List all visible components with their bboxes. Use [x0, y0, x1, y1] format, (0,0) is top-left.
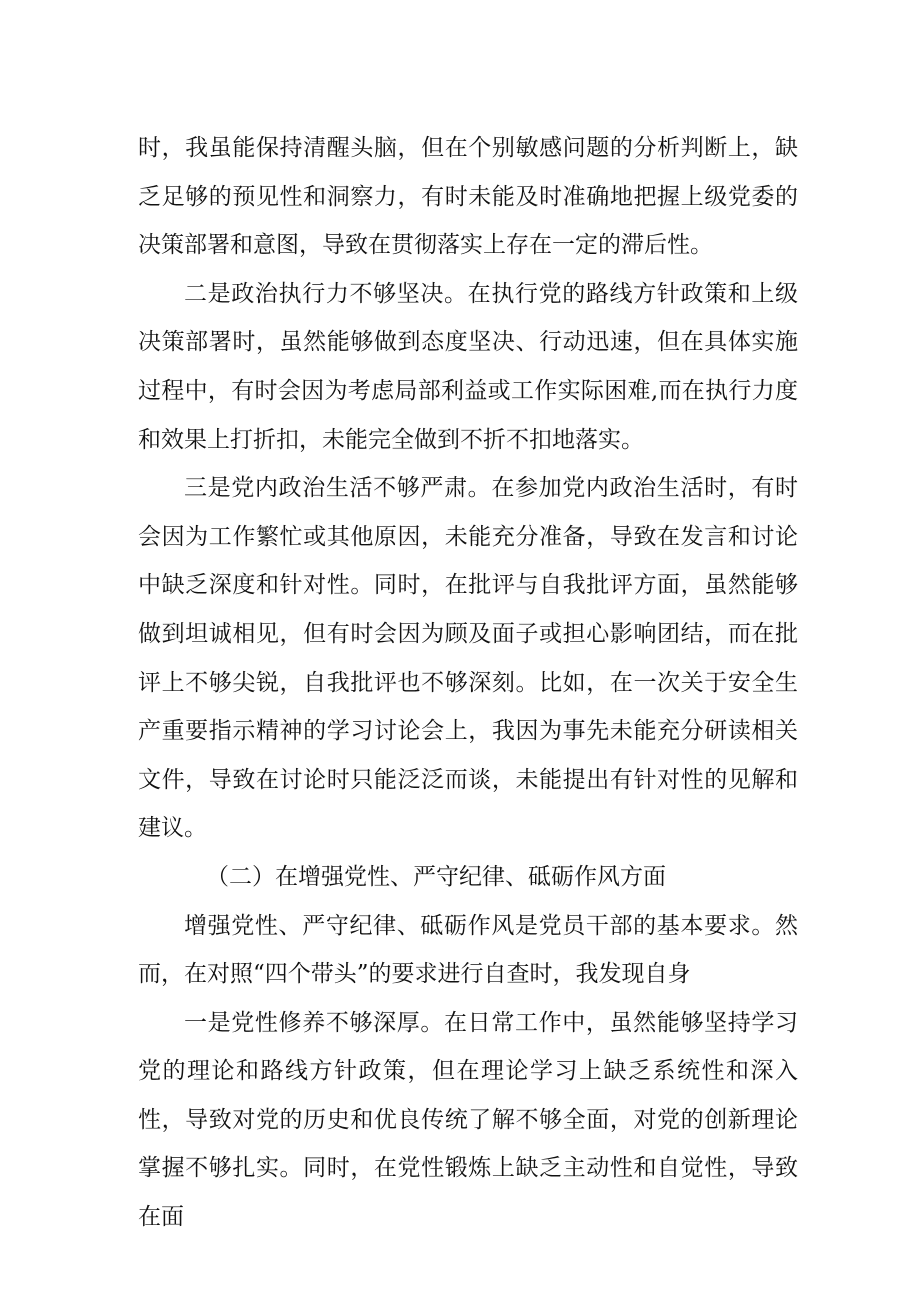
section-heading: （二）在增强党性、严守纪律、砥砺作风方面 — [206, 863, 666, 890]
document-body — [138, 124, 798, 1242]
paragraph-party-cultivation: 一是党性修养不够深厚。在日常工作中，虽然能够坚持学习党的理论和路线方针政策，但在理论学习上缺乏系统性和深入性，导致对党的历史和优良传统了解不够全面，对党的创新理论掌握不够扎实。同时，在党性锻炼上缺乏主动性和自觉性，导致在面 — [138, 1009, 798, 1231]
paragraph-continuation: 时，我虽能保持清醒头脑，但在个别敏感问题的分析判断上，缺乏足够的预见性和洞察力，有时未能及时准确地把握上级党委的决策部署和意图，导致在贯彻落实上存在一定的滞后性。 — [138, 135, 798, 259]
paragraph-section-intro: 增强党性、严守纪律、砥砺作风是党员干部的基本要求。然而，在对照“四个带头”的要求进行自查时，我发现自身 — [138, 912, 798, 988]
paragraph-political-execution: 二是政治执行力不够坚决。在执行党的路线方针政策和上级决策部署时，虽然能够做到态度坚决、行动迅速，但在具体实施过程中，有时会因为考虑局部利益或工作实际困难,而在执行力度和效果上打折扣，未能完全做到不折不扣地落实。 — [138, 280, 798, 453]
paragraph-party-political-life: 三是党内政治生活不够严肃。在参加党内政治生活时，有时会因为工作繁忙或其他原因，未能充分准备，导致在发言和讨论中缺乏深度和针对性。同时，在批评与自我批评方面，虽然能够做到坦诚相见，但有时会因为顾及面子或担心影响团结，而在批评上不够尖锐，自我批评也不够深刻。比如，在一次关于安全生产重要指示精神的学习讨论会上，我因为事先未能充分研读相关文件，导致在讨论时只能泛泛而谈，未能提出有针对性的见解和建议。 — [138, 475, 798, 842]
